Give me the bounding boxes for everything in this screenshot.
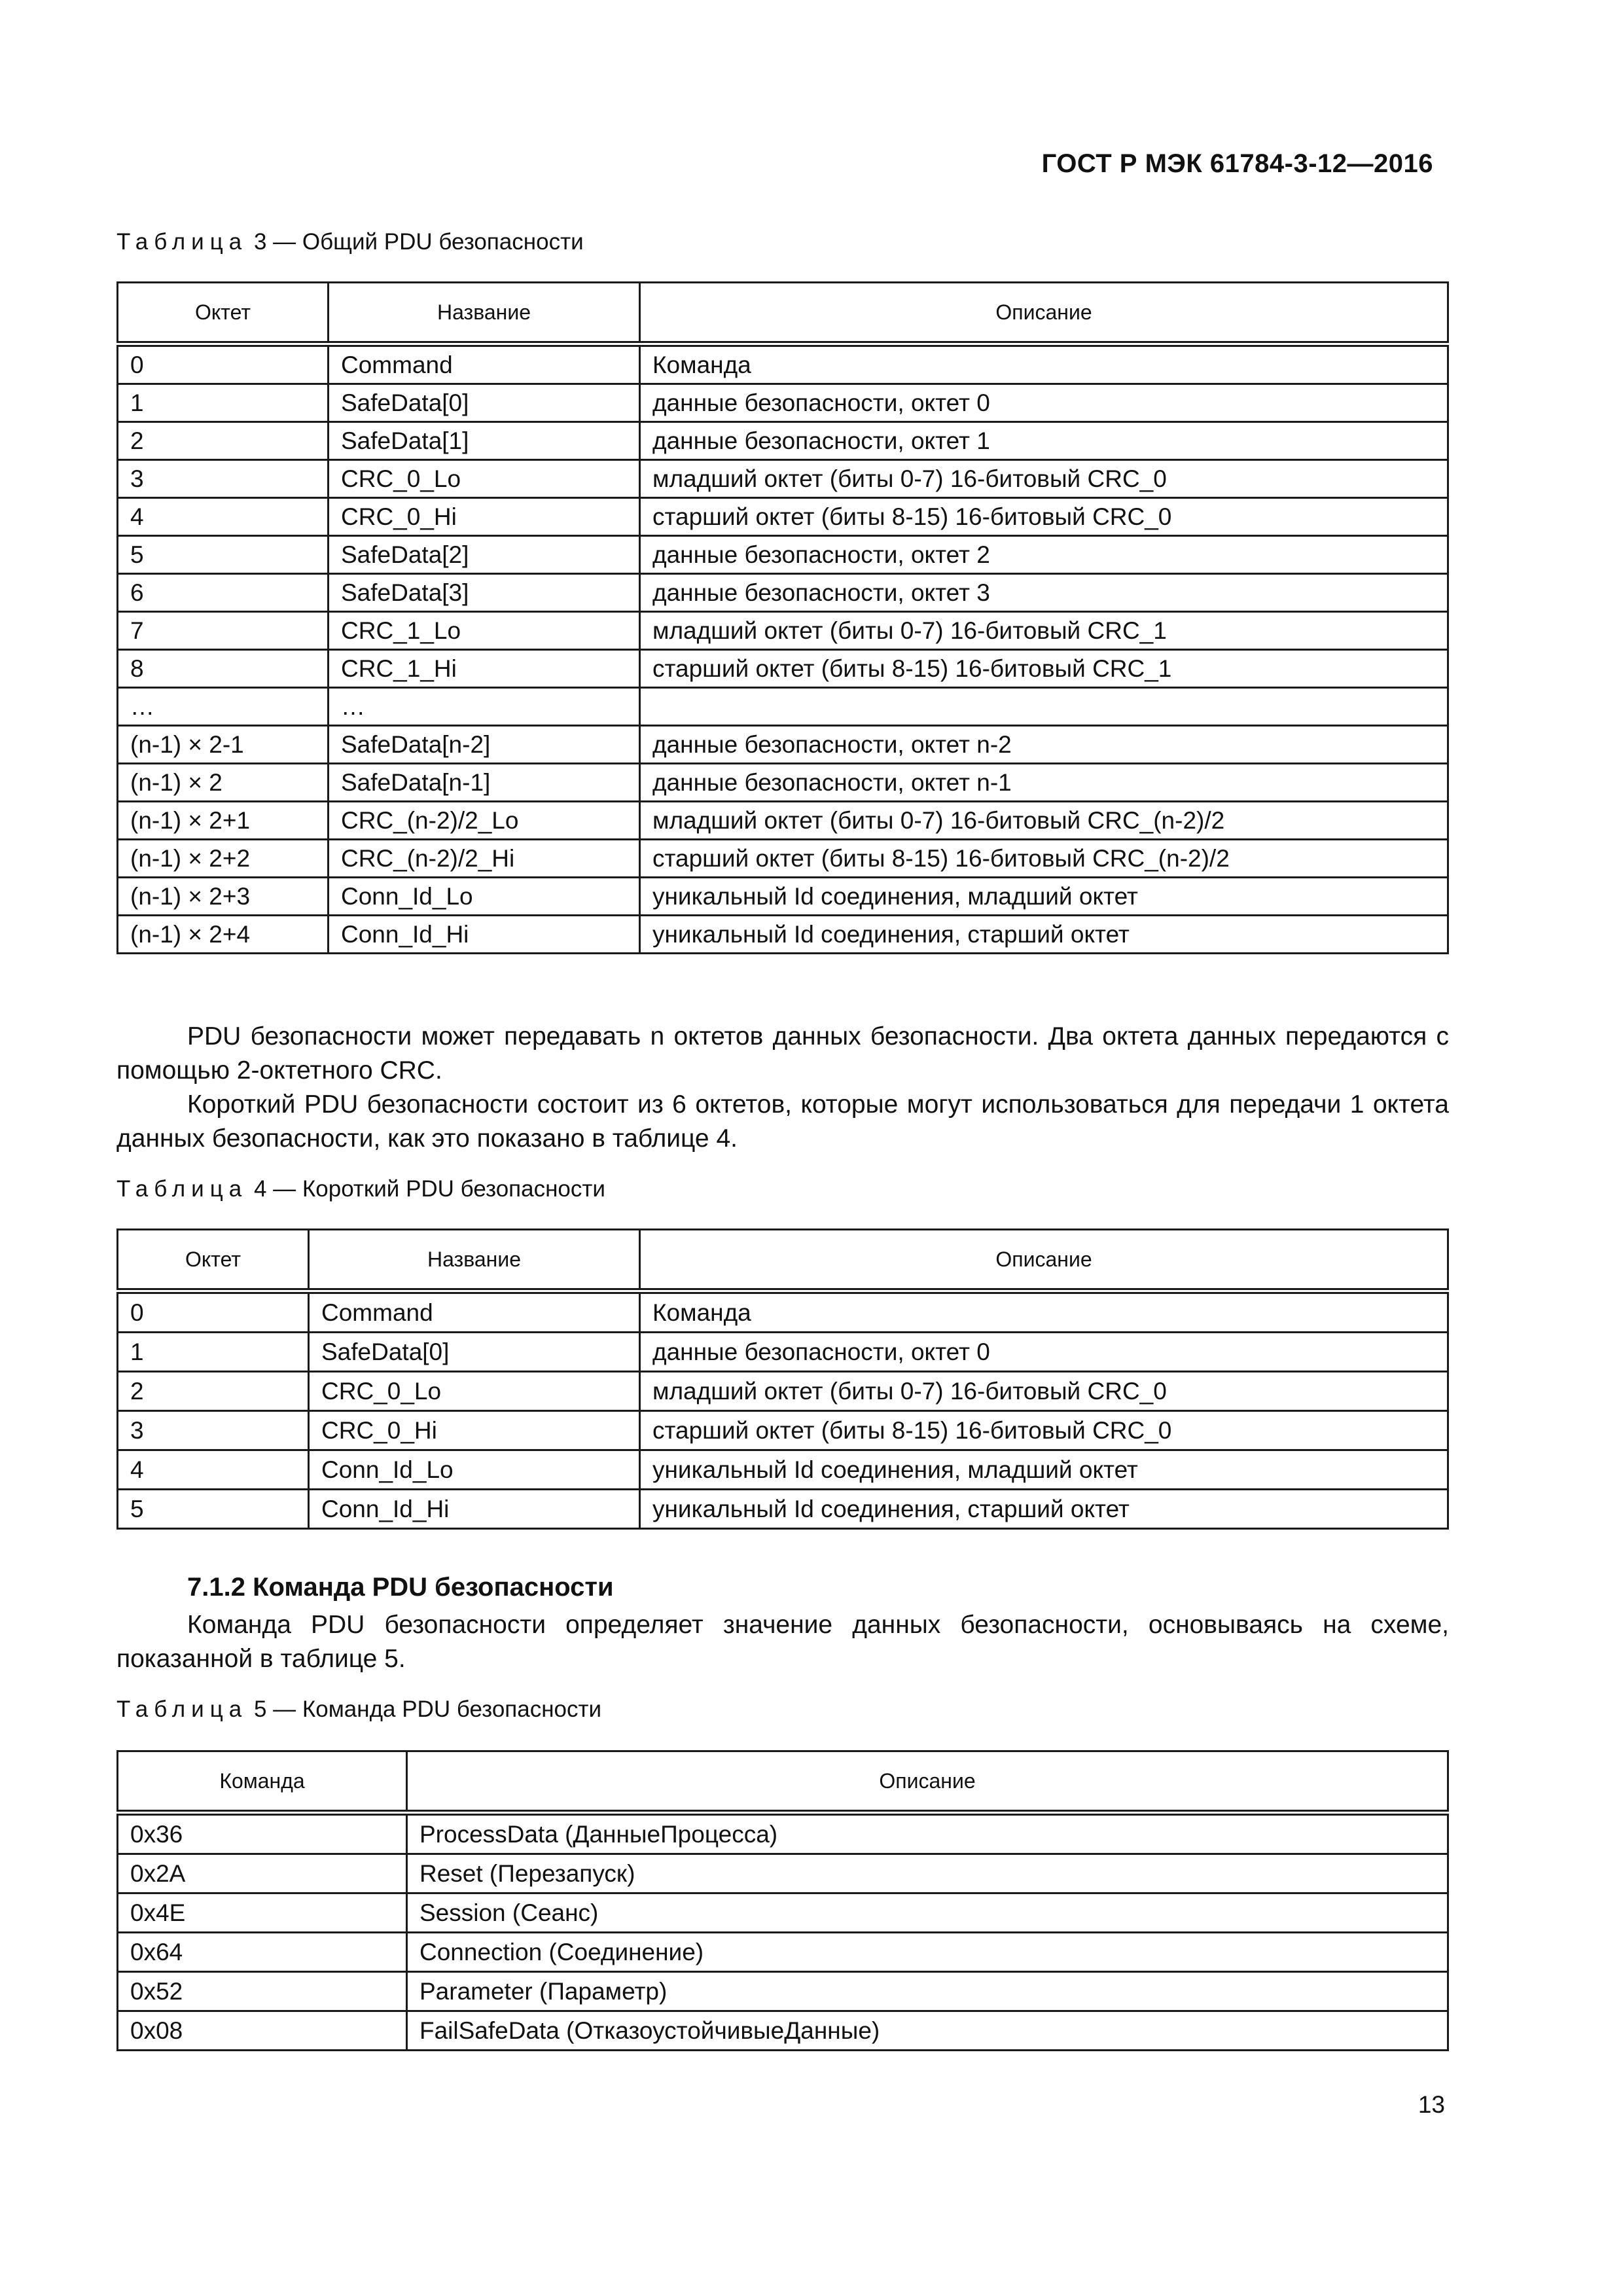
- table-cell: данные безопасности, октет n-2: [640, 726, 1448, 764]
- table-cell: Connection (Соединение): [407, 1933, 1448, 1972]
- table-cell: Conn_Id_Hi: [309, 1490, 640, 1529]
- document-code: ГОСТ Р МЭК 61784-3-12—2016: [1041, 149, 1433, 178]
- table-row: [118, 1933, 1448, 1972]
- table-cell: CRC_0_Lo: [309, 1372, 640, 1411]
- table4-caption-title: 4 — Короткий PDU безопасности: [253, 1176, 605, 1202]
- table-cell: уникальный Id соединения, старший октет: [640, 916, 1448, 954]
- table-cell: младший октет (биты 0-7) 16-битовый CRC_(n-2)/2: [640, 802, 1448, 840]
- table-cell: (n-1) × 2+3: [118, 878, 329, 916]
- table-cell: 0: [118, 344, 329, 384]
- section-heading: 7.1.2 Команда PDU безопасности: [187, 1573, 614, 1602]
- table-cell: Conn_Id_Hi: [329, 916, 640, 954]
- table-cell: CRC_(n-2)/2_Lo: [329, 802, 640, 840]
- table-cell: данные безопасности, октет 0: [640, 384, 1448, 422]
- table-cell: 0x64: [118, 1933, 407, 1972]
- table4: [116, 1229, 1449, 1530]
- table-cell: FailSafeData (ОтказоустойчивыеДанные): [407, 2011, 1448, 2051]
- table5-caption-title: 5 — Команда PDU безопасности: [253, 1696, 602, 1722]
- table5-header-row: [118, 1751, 1448, 1813]
- table-cell: SafeData[3]: [329, 574, 640, 612]
- table5-caption: [116, 1696, 601, 1723]
- table-cell: 2: [118, 1372, 309, 1411]
- table-cell: уникальный Id соединения, младший октет: [640, 1450, 1448, 1490]
- table5: [116, 1750, 1449, 2051]
- table5-column-header: Описание: [407, 1751, 1448, 1813]
- table-cell: CRC_1_Hi: [329, 650, 640, 688]
- table-row: [118, 460, 1448, 498]
- table-cell: Conn_Id_Lo: [329, 878, 640, 916]
- table-cell: 3: [118, 460, 329, 498]
- table-row: [118, 2011, 1448, 2051]
- table4-caption: [116, 1176, 605, 1202]
- table-row: [118, 574, 1448, 612]
- table-cell: Command: [309, 1291, 640, 1333]
- table-row: [118, 344, 1448, 384]
- table-cell: Команда: [640, 344, 1448, 384]
- table4-caption-label: Таблица: [116, 1176, 248, 1202]
- table-row: [118, 384, 1448, 422]
- table-row: [118, 1411, 1448, 1450]
- table-cell: 0x08: [118, 2011, 407, 2051]
- table-cell: CRC_0_Lo: [329, 460, 640, 498]
- table3-caption-title: 3 — Общий PDU безопасности: [253, 229, 584, 255]
- table-cell: CRC_(n-2)/2_Hi: [329, 840, 640, 878]
- table-row: [118, 1854, 1448, 1893]
- table-row: [118, 1490, 1448, 1529]
- table-row: [118, 1372, 1448, 1411]
- table-row: [118, 536, 1448, 574]
- table4-column-header: Описание: [640, 1230, 1448, 1291]
- table-cell: данные безопасности, октет 0: [640, 1333, 1448, 1372]
- table-row: [118, 1893, 1448, 1933]
- table-cell: CRC_0_Hi: [329, 498, 640, 536]
- table-cell: данные безопасности, октет 3: [640, 574, 1448, 612]
- table-cell: SafeData[n-2]: [329, 726, 640, 764]
- table-cell: Command: [329, 344, 640, 384]
- table-cell: (n-1) × 2-1: [118, 726, 329, 764]
- table-cell: …: [329, 688, 640, 726]
- table-cell: уникальный Id соединения, младший октет: [640, 878, 1448, 916]
- table-cell: младший октет (биты 0-7) 16-битовый CRC_0: [640, 460, 1448, 498]
- page-number: 13: [1418, 2091, 1445, 2118]
- table-cell: Session (Сеанс): [407, 1893, 1448, 1933]
- table-cell: 7: [118, 612, 329, 650]
- table5-caption-label: Таблица: [116, 1696, 248, 1722]
- table-cell: SafeData[1]: [329, 422, 640, 460]
- table3: [116, 281, 1449, 954]
- table-row: [118, 650, 1448, 688]
- table-cell: (n-1) × 2+2: [118, 840, 329, 878]
- table4-header-row: [118, 1230, 1448, 1291]
- table3-column-header: Название: [329, 283, 640, 344]
- table-cell: 5: [118, 536, 329, 574]
- table-cell: 5: [118, 1490, 309, 1529]
- table-cell: 0x52: [118, 1972, 407, 2011]
- table-row: [118, 1450, 1448, 1490]
- table-cell: 2: [118, 422, 329, 460]
- table5-column-header: Команда: [118, 1751, 407, 1813]
- table-cell: младший октет (биты 0-7) 16-битовый CRC_0: [640, 1372, 1448, 1411]
- table-row: [118, 422, 1448, 460]
- table-cell: данные безопасности, октет n-1: [640, 764, 1448, 802]
- table-row: [118, 802, 1448, 840]
- table-cell: 1: [118, 1333, 309, 1372]
- table-cell: младший октет (биты 0-7) 16-битовый CRC_1: [640, 612, 1448, 650]
- paragraph-command: Команда PDU безопасности определяет значение данных безопасности, основываясь на схеме, показанной в таблице 5.: [116, 1611, 1449, 1673]
- table-cell: старший октет (биты 8-15) 16-битовый CRC_1: [640, 650, 1448, 688]
- table-cell: (n-1) × 2+4: [118, 916, 329, 954]
- table-row: [118, 764, 1448, 802]
- table-cell: старший октет (биты 8-15) 16-битовый CRC_0: [640, 1411, 1448, 1450]
- table-row: [118, 840, 1448, 878]
- table4-column-header: Название: [309, 1230, 640, 1291]
- table-row: [118, 1972, 1448, 2011]
- table-cell: SafeData[0]: [329, 384, 640, 422]
- table-cell: SafeData[0]: [309, 1333, 640, 1372]
- table-row: [118, 726, 1448, 764]
- table-cell: 3: [118, 1411, 309, 1450]
- table-cell: данные безопасности, октет 1: [640, 422, 1448, 460]
- table-cell: [640, 688, 1448, 726]
- table-cell: Parameter (Параметр): [407, 1972, 1448, 2011]
- paragraph-n-octets: PDU безопасности может передавать n октетов данных безопасности. Два октета данных передаются с помощью 2-октетного CRC.: [116, 1022, 1449, 1085]
- table-cell: 0x4E: [118, 1893, 407, 1933]
- table-cell: 4: [118, 498, 329, 536]
- table-cell: (n-1) × 2+1: [118, 802, 329, 840]
- table3-column-header: Октет: [118, 283, 329, 344]
- table-cell: …: [118, 688, 329, 726]
- table-cell: SafeData[2]: [329, 536, 640, 574]
- table-cell: CRC_0_Hi: [309, 1411, 640, 1450]
- table-row: [118, 612, 1448, 650]
- table-cell: старший октет (биты 8-15) 16-битовый CRC_(n-2)/2: [640, 840, 1448, 878]
- table-cell: уникальный Id соединения, старший октет: [640, 1490, 1448, 1529]
- table-cell: CRC_1_Lo: [329, 612, 640, 650]
- table-cell: старший октет (биты 8-15) 16-битовый CRC_0: [640, 498, 1448, 536]
- table3-header-row: [118, 283, 1448, 344]
- table-row: [118, 688, 1448, 726]
- table-cell: ProcessData (ДанныеПроцесса): [407, 1813, 1448, 1854]
- table3-column-header: Описание: [640, 283, 1448, 344]
- table-cell: Reset (Перезапуск): [407, 1854, 1448, 1893]
- table3-caption-label: Таблица: [116, 229, 248, 255]
- table-row: [118, 1333, 1448, 1372]
- paragraph-short-pdu: Короткий PDU безопасности состоит из 6 октетов, которые могут использоваться для передачи 1 октета данных безопасности, как это показано в таблице 4.: [116, 1090, 1449, 1153]
- table-cell: 0: [118, 1291, 309, 1333]
- table-cell: 4: [118, 1450, 309, 1490]
- table-cell: 0x36: [118, 1813, 407, 1854]
- table-cell: 6: [118, 574, 329, 612]
- table-cell: Conn_Id_Lo: [309, 1450, 640, 1490]
- table-cell: (n-1) × 2: [118, 764, 329, 802]
- table-row: [118, 498, 1448, 536]
- table-row: [118, 1813, 1448, 1854]
- table3-caption: [116, 229, 584, 255]
- table-row: [118, 878, 1448, 916]
- table-cell: Команда: [640, 1291, 1448, 1333]
- table-cell: 8: [118, 650, 329, 688]
- table-row: [118, 916, 1448, 954]
- table-cell: SafeData[n-1]: [329, 764, 640, 802]
- table-row: [118, 1291, 1448, 1333]
- table-cell: 1: [118, 384, 329, 422]
- table-cell: 0x2A: [118, 1854, 407, 1893]
- table-cell: данные безопасности, октет 2: [640, 536, 1448, 574]
- table4-column-header: Октет: [118, 1230, 309, 1291]
